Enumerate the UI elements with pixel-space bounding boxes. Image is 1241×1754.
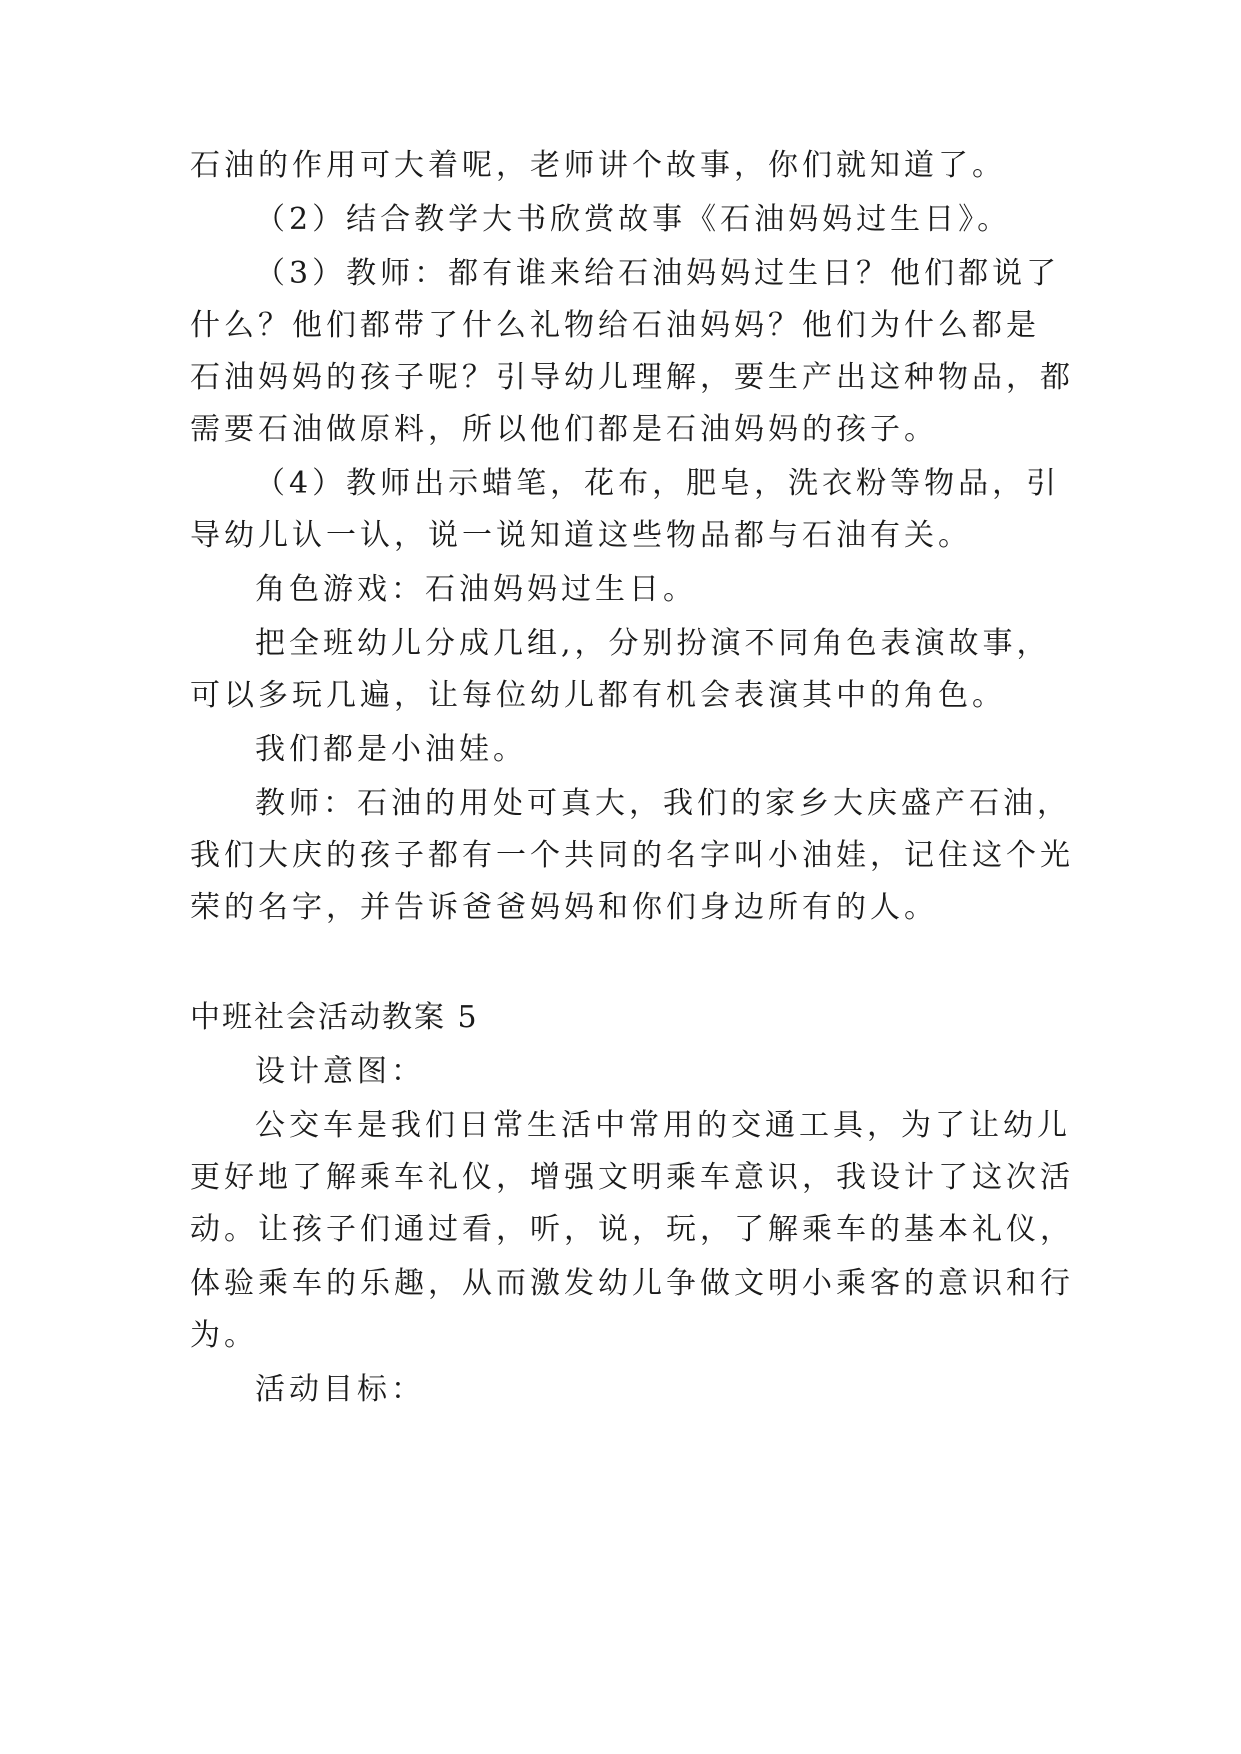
text-line: 公交车是我们日常生活中常用的交通工具，为了让幼儿 (255, 1108, 1071, 1143)
text-line: 体验乘车的乐趣，从而激发幼儿争做文明小乘客的意识和行 (190, 1266, 1074, 1301)
text-line: （3）教师：都有谁来给石油妈妈过生日？他们都说了 (255, 256, 1061, 291)
text-line: 活动目标： (255, 1372, 425, 1407)
text-line: 为。 (190, 1318, 258, 1353)
text-line: 需要石油做原料，所以他们都是石油妈妈的孩子。 (190, 412, 938, 447)
text-line: 角色游戏：石油妈妈过生日。 (255, 572, 697, 607)
text-line: 把全班幼儿分成几组,，分别扮演不同角色表演故事， (255, 626, 1051, 661)
text-line: 我们都是小油娃。 (255, 732, 527, 767)
text-line: 我们大庆的孩子都有一个共同的名字叫小油娃，记住这个光 (190, 838, 1074, 873)
text-line: （4）教师出示蜡笔，花布，肥皂，洗衣粉等物品，引 (255, 466, 1061, 501)
text-line: 导幼儿认一认，说一说知道这些物品都与石油有关。 (190, 518, 972, 553)
section-heading: 中班社会活动教案 5 (190, 1000, 479, 1035)
text-line: 什么？他们都带了什么礼物给石油妈妈？他们为什么都是 (190, 308, 1040, 343)
text-line: 更好地了解乘车礼仪，增强文明乘车意识，我设计了这次活 (190, 1160, 1074, 1195)
text-line: 设计意图： (255, 1054, 425, 1089)
text-line: 石油的作用可大着呢，老师讲个故事，你们就知道了。 (190, 148, 1006, 183)
text-line: 教师：石油的用处可真大，我们的家乡大庆盛产石油， (255, 786, 1071, 821)
text-line: 石油妈妈的孩子呢？引导幼儿理解，要生产出这种物品，都 (190, 360, 1074, 395)
text-line: 可以多玩几遍，让每位幼儿都有机会表演其中的角色。 (190, 678, 1006, 713)
text-line: 荣的名字，并告诉爸爸妈妈和你们身边所有的人。 (190, 890, 938, 925)
text-line: （2）结合教学大书欣赏故事《石油妈妈过生日》。 (255, 202, 1012, 237)
text-line: 动。让孩子们通过看，听，说，玩，了解乘车的基本礼仪， (190, 1212, 1074, 1247)
